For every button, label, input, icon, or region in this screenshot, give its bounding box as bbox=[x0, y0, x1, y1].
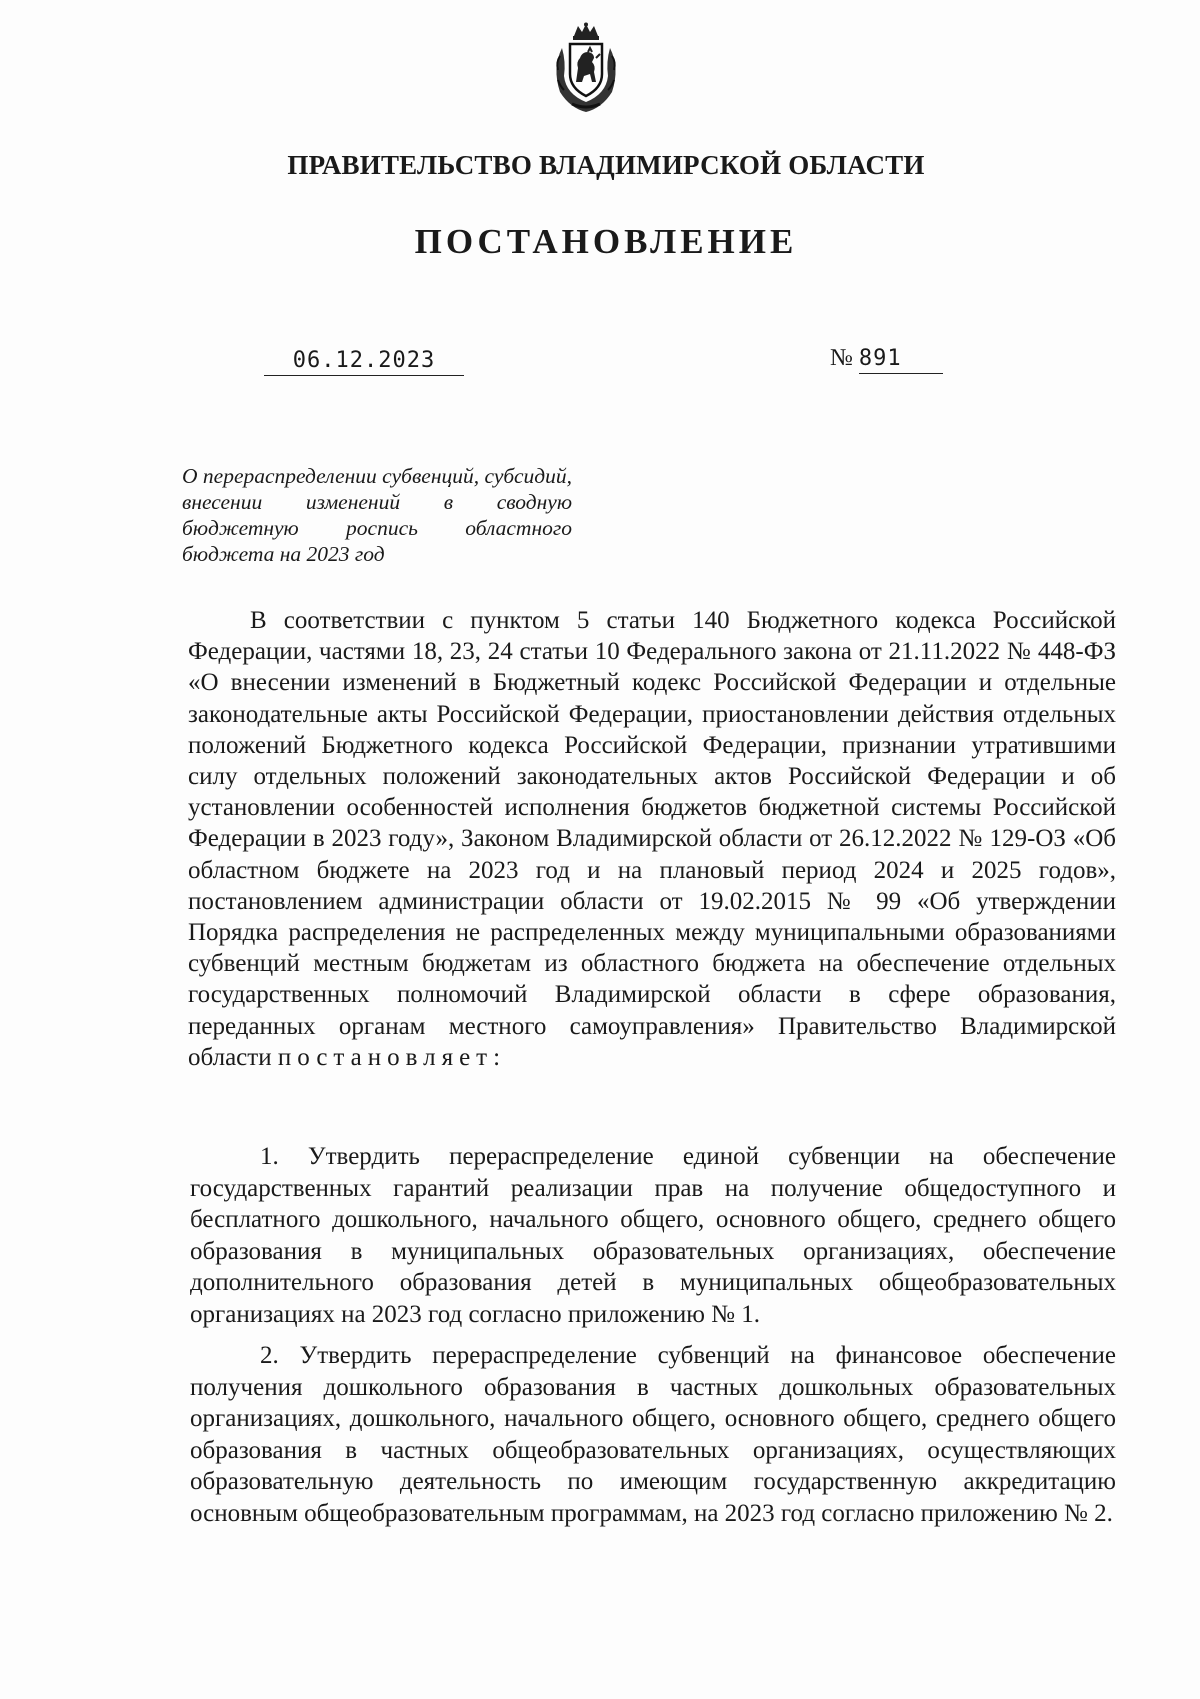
preamble-paragraph bbox=[188, 605, 1116, 1073]
document-number-field bbox=[830, 345, 943, 374]
document-date: 06.12.2023 bbox=[264, 348, 464, 376]
document-type-title: ПОСТАНОВЛЕНИЕ bbox=[414, 222, 798, 261]
coat-of-arms-emblem-icon bbox=[548, 22, 624, 114]
preamble-text: В соответствии с пунктом 5 статьи 140 Бюджетного кодекса Российской Федерации, частями 18, 23, 24 статьи 10 Федерального закона от 21.11.2022 № 448-ФЗ «О внесении изменений в Бюджетный кодекс Российской Федерации и отдельные законодательные акты Российской Федерации, приостановлении действия отдельных положений Бюджетного кодекса Российской Федерации, признании утратившими силу отдельных положений законодательных актов Российской Федерации и об установлении особенностей исполнения бюджетов бюджетной системы Российской Федерации в 2023 году», Законом Владимирской области от 26.12.2022 № 129-ОЗ «Об областном бюджете на 2023 год и на плановый период 2024 и 2025 годов», постановлением администрации области от 19.02.2015 № 99 «Об утверждении Порядка распределения не распределенных между муниципальными образованиями субвенций местным бюджетам из областного бюджета на обеспечение отдельных государственных полномочий Владимирской области в сфере образования, переданных органам местного самоуправления» Правительство Владимирской области bbox=[188, 607, 1116, 1071]
resolution-item-1: 1. Утвердить перераспределение единой субвенции на обеспечение государственных гарантий реализации прав на получение общедоступного и бесплатного дошкольного, начального общего, основного общего, среднего общего образования в муниципальных образовательных организациях, обеспечение дополнительного образования детей в муниципальных общеобразовательных организациях на 2023 год согласно приложению № 1. bbox=[190, 1143, 1116, 1328]
document-number: 891 bbox=[859, 346, 943, 374]
government-title: ПРАВИТЕЛЬСТВО ВЛАДИМИРСКОЙ ОБЛАСТИ bbox=[287, 150, 925, 180]
document-subject: О перераспределении субвенций, субсидий, внесении изменений в сводную бюджетную роспись областного бюджета на 2023 год bbox=[182, 464, 572, 566]
number-sign: № bbox=[830, 345, 853, 371]
resolution-item-2: 2. Утвердить перераспределение субвенций на финансовое обеспечение получения дошкольного образования в частных дошкольных образовательных организациях, дошкольного, начального общего, основного общего, среднего общего образования в частных общеобразовательных организациях, осуществляющих образовательную деятельность по имеющим государственную аккредитацию основным общеобразовательным программам, на 2023 год согласно приложению № 2. bbox=[190, 1342, 1116, 1527]
resolves-word: постановляет: bbox=[277, 1043, 507, 1071]
